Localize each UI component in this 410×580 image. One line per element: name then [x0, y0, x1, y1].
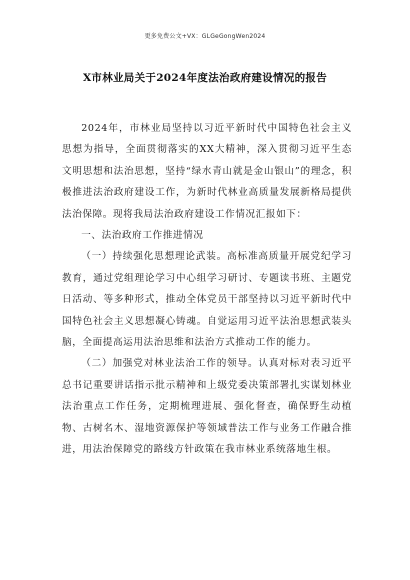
header-note: 更多免费公文+VX：GLGeGongWen2024	[144, 33, 266, 40]
section-heading: 一、法治政府工作推进情况	[81, 230, 204, 242]
intro-paragraph: 2024年，市林业局坚持以习近平新时代中国特色社会主义思想为指导，全面贯彻落实的XX大精神，深入贯彻习近平生态文明思想和法治思想，坚持“绿水青山就是金山银山”的理念，积极推进法治政府建设工作，为新时代林业高质量发展新格局提供法治保障。现将我局法治政府建设工作情况汇报如下：	[62, 123, 352, 220]
document-title: X市林业局关于2024年度法治政府建设情况的报告	[82, 72, 328, 84]
paragraph-1: （一）持续强化思想理论武装。高标准高质量开展党纪学习教育，通过党组理论学习中心组学习研讨、专题读书班、主题党日活动、等多种形式，推动全体党员干部坚持以习近平新时代中国特色社会主义思想凝心铸魂。自觉运用习近平法治思想武装头脑，全面提高运用法治思维和法治方式推动工作的能力。	[62, 251, 352, 349]
paragraph-2: （二）加强党对林业法治工作的领导。认真对标对表习近平总书记重要讲话指示批示精神和上级党委决策部署扎实谋划林业法治重点工作任务，定期梳理进展、强化督查，确保野生动植物、古树名木、湿地资源保护等领域普法工作与业务工作融合推进，用法治保障党的路线方针政策在我市林业系统落地生根。	[62, 358, 352, 456]
document-body	[62, 118, 352, 461]
